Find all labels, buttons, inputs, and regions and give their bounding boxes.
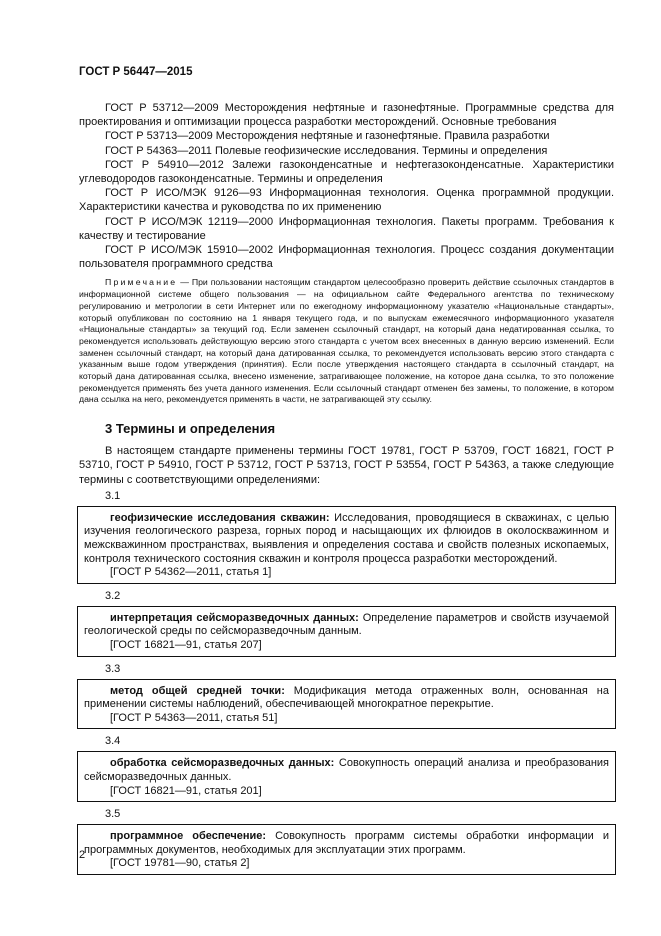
document-header: ГОСТ Р 56447—2015 [79,66,193,78]
term-name: программное обеспечение: [110,830,267,843]
term-number: 3.2 [105,589,121,602]
note-text: — При пользовании настоящим стандартом целесообразно проверить действие ссылочных стандартов в информационной системе общего пользования — на официальном сайте Федерального агентства по техническому регулированию и метрологии в сети Интернет или по ежегодному информационному указателю «Национальные стандарты», который опубликован по состоянию на 1 января текущего года, и по выпускам ежемесячного информационного указателя «Национальные стандарты» за текущий год. Если заменен ссылочный стандарт, на который дана недатированная ссылка, то рекомендуется использовать действующую версию этого стандарта с учетом всех внесенных в данную версию изменений. Если заменен ссылочный стандарт, на который дана датированная ссылка, то рекомендуется использовать версию этого стандарта с указанным выше годом утверждения (принятия). Если после утверждения настоящего стандарта в ссылочный стандарт, на который дана датированная ссылка, внесено изменение, затрагивающее положение, на которое дана ссылка, то это положение рекомендуется применять без учета данного изменения. Если ссылочный стандарт отменен без замены, то положение, в котором дана ссылка на него, рекомендуется применять в части, не затрагивающей эту ссылку. [79,277,614,405]
reference-list [79,101,614,271]
term-source: [ГОСТ 16821—91, статья 201] [110,784,262,797]
term-box [77,506,616,584]
reference-item: ГОСТ Р 54910—2012 Залежи газоконденсатные и нефтегазоконденсатные. Характеристики углеводородов газоконденсатные. Термины и определения [79,158,614,186]
term-definition: Исследования, проводящиеся в скважинах, с целью изучения геологического разреза, горных пород и насыщающих их флюидов в околоскважинном и межскважинном пространствах, выявления и определения состава и свойств полезных ископаемых, контроля технического состояния скважин и контроля процесса разработки месторождений. [84,511,609,565]
term-number: 3.3 [105,662,121,675]
term-definition: Модификация метода отраженных волн, основанная на применении системы наблюдений, обеспечивающей многократное перекрытие. [84,684,609,711]
term-definition: Совокупность операций анализа и преобразования сейсморазведочных данных. [84,757,609,783]
term-box [77,751,616,802]
reference-item: ГОСТ Р ИСО/МЭК 12119—2000 Информационная технология. Пакеты программ. Требования к качеству и тестирование [79,215,614,242]
term-name: интерпретация сейсморазведочных данных: [110,611,359,624]
term-number: 3.5 [105,808,121,821]
term-name: обработка сейсморазведочных данных: [110,757,335,770]
term-number: 3.1 [105,489,121,502]
term-name: метод общей средней точки: [110,684,285,697]
term-box [77,606,616,657]
terms-list [79,489,614,875]
term-definition: Совокупность программ системы обработки информации и программных документов, необходимых для эксплуатации этих программ. [84,830,609,856]
term-source: [ГОСТ 16821—91, статья 207] [110,638,262,651]
document-page [79,64,614,880]
term-name: геофизические исследования скважин: [110,511,330,524]
term-definition: Определение параметров и свойств изучаемой геологической среды по сейсморазведочным данным. [84,611,610,638]
reference-item: ГОСТ Р ИСО/МЭК 9126—93 Информационная технология. Оценка программной продукции. Характеристики качества и руководства по их применению [79,187,614,214]
term-box [77,679,616,730]
term-source: [ГОСТ Р 54363—2011, статья 51] [110,711,278,724]
page-number: 2 [79,849,86,861]
term-number: 3.4 [105,735,121,748]
term-box [77,824,616,875]
term-source: [ГОСТ 19781—90, статья 2] [110,857,250,870]
note [79,277,614,406]
section-title: 3 Термины и определения [105,421,276,437]
reference-item: ГОСТ Р 54363—2011 Полевые геофизические исследования. Термины и определения [105,144,548,157]
reference-item: ГОСТ Р ИСО/МЭК 15910—2002 Информационная технология. Процесс создания документации пользователя программного средства [79,244,614,271]
reference-item: ГОСТ Р 53713—2009 Месторождения нефтяные и газонефтяные. Правила разработки [105,130,550,143]
note-label: Примечание [105,277,178,288]
term-source: [ГОСТ Р 54362—2011, статья 1] [110,566,272,579]
section-intro: В настоящем стандарте применены термины ГОСТ 19781, ГОСТ Р 53709, ГОСТ 16821, ГОСТ Р 53710, ГОСТ Р 54910, ГОСТ Р 53712, ГОСТ Р 53713, ГОСТ Р 53554, ГОСТ Р 54363, а также следующие термины с соответствующими определениями: [79,445,614,486]
reference-item: ГОСТ Р 53712—2009 Месторождения нефтяные и газонефтяные. Программные средства для проектирования и оптимизации процесса разработки месторождений. Основные требования [79,102,614,129]
